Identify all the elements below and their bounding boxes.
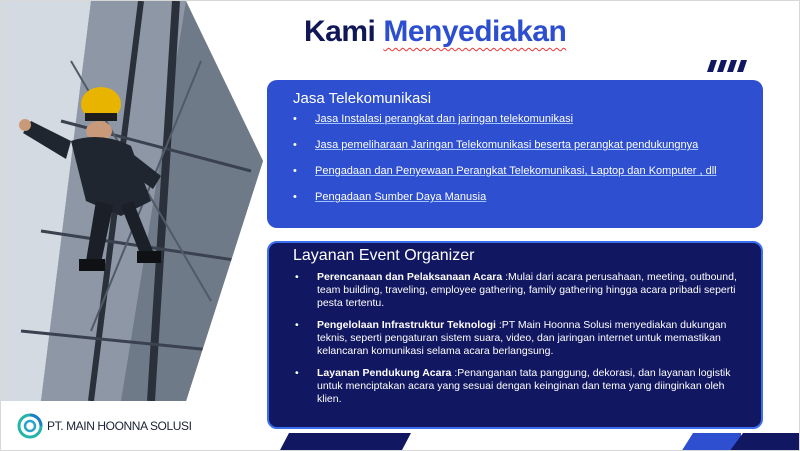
company-logo	[17, 413, 192, 439]
telecom-item	[301, 113, 749, 126]
event-item-desc: :PT Main Hoonna Solusi menyediakan dukungan teknis, seperti pengaturan sistem suara, video, dan jaringan internet untuk memastikan kelancaran komunikasi selama acara berlangsung.	[317, 319, 727, 357]
event-item-title: Perencanaan dan Pelaksanaan Acara	[317, 271, 503, 283]
event-item-title: Layanan Pendukung Acara	[317, 367, 452, 379]
telecom-item	[301, 165, 749, 178]
telecom-item	[301, 191, 749, 204]
event-item	[303, 271, 747, 310]
slide-title	[304, 15, 566, 49]
event-item-title: Pengelolaan Infrastruktur Teknologi	[317, 319, 496, 331]
event-item	[303, 367, 747, 406]
telecom-item-text: Jasa pemeliharaan Jaringan Telekomunikasi beserta perangkat pendukungnya	[315, 139, 699, 151]
event-item-desc: :Mulai dari acara perusahaan, meeting, outbound, team building, traveling, employee gathering, family gathering hingga acara pribadi seperti pesta tertentu.	[317, 271, 737, 309]
technician-photo	[1, 1, 263, 401]
event-heading: Layanan Event Organizer	[293, 247, 475, 264]
telecom-heading: Jasa Telekomunikasi	[293, 90, 432, 107]
title-word-kami: Kami	[304, 15, 376, 48]
company-name: PT. MAIN HOONNA SOLUSI	[47, 419, 192, 433]
event-item-desc: :Penanganan tata panggung, dekorasi, dan layanan logistik untuk menciptakan acara yang sesuai dengan keinginan dan tema yang diinginkan oleh klien.	[317, 367, 731, 405]
title-word-menyediakan: Menyediakan	[383, 15, 567, 48]
telecom-item-text: Jasa Instalasi perangkat dan jaringan telekomunikasi	[315, 113, 574, 125]
telecom-item	[301, 139, 749, 152]
company-logo-icon	[17, 413, 43, 439]
telecom-list	[281, 113, 749, 204]
event-list	[283, 271, 747, 406]
event-organizer-panel	[267, 241, 763, 429]
telecom-item-text: Pengadaan Sumber Daya Manusia	[315, 191, 487, 203]
tower-climber-illustration	[1, 1, 263, 401]
decorative-bar	[279, 433, 411, 451]
telecom-services-panel	[267, 80, 763, 228]
event-item	[303, 319, 747, 358]
decorative-stripes	[707, 60, 747, 72]
telecom-item-text: Pengadaan dan Penyewaan Perangkat Telekomunikasi, Laptop dan Komputer , dll	[315, 165, 717, 177]
